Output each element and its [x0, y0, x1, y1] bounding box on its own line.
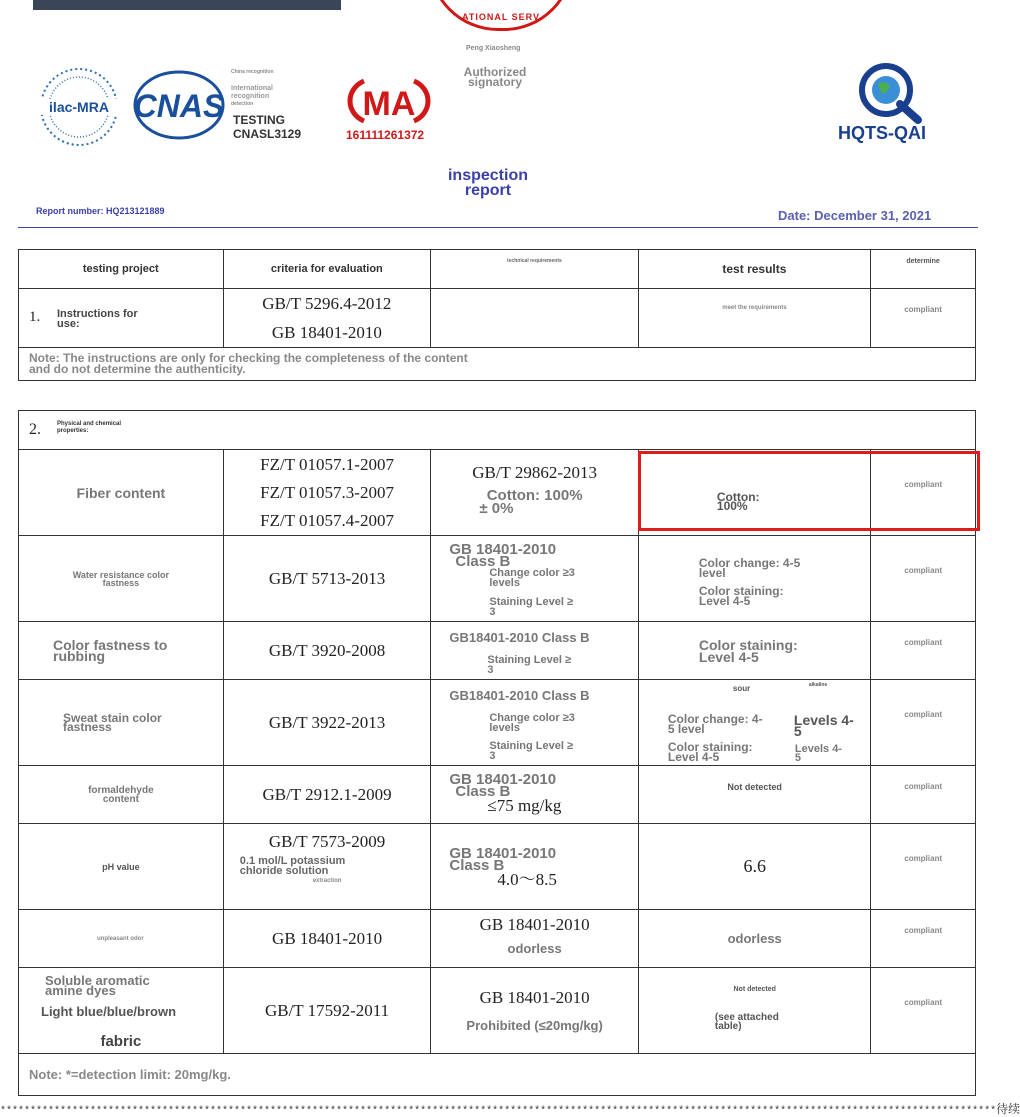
- cnas-caption-3: detection: [231, 101, 254, 107]
- header-test-results: test results: [722, 262, 787, 276]
- svg-text:CNAS: CNAS: [133, 88, 225, 124]
- determine-text: compliant: [904, 566, 943, 575]
- table-row: [19, 536, 976, 622]
- hqts-logo: [852, 62, 932, 126]
- item-fabric: fabric: [100, 1033, 142, 1050]
- result-levels-alkaline: Levels 4-5: [794, 743, 842, 764]
- determine-text: compliant: [904, 710, 943, 719]
- req-standard: GB 18401-2010: [449, 845, 557, 862]
- item-aromatic-amine: Soluble aromatic amine dyes: [45, 973, 150, 998]
- table-row: [19, 289, 976, 348]
- result-color-staining: Color staining: Level 4-5: [698, 636, 798, 665]
- criteria-line: GB/T 7573-2009: [268, 832, 386, 851]
- item-colors: Light blue/blue/brown: [41, 1004, 177, 1019]
- result-text: meet the requirements: [722, 305, 787, 311]
- result-text: Not detected: [727, 782, 782, 792]
- determine-text: compliant: [904, 638, 943, 647]
- continued-line: [0, 1100, 1020, 1117]
- result-cotton: Cotton: 100%: [716, 489, 760, 513]
- cnas-caption-2: International recognition: [231, 85, 274, 100]
- determine-text: compliant: [904, 305, 942, 314]
- req-tolerance: ± 0%: [479, 499, 514, 517]
- header-technical-requirements: technical requirements: [507, 258, 562, 264]
- criteria-line: GB/T 3922-2013: [268, 712, 386, 732]
- req-standard: GB 18401-2010: [449, 541, 557, 558]
- table-row: [19, 622, 976, 680]
- label-sour: sour: [732, 684, 751, 693]
- note-detection-limit: Note: *=detection limit: 20mg/kg.: [29, 1067, 231, 1082]
- row-item: Instructions for use:: [57, 308, 138, 330]
- signer-name: Peng Xiaosheng: [466, 45, 521, 52]
- item-ph: pH value: [102, 861, 140, 872]
- item-water-resistance: Water resistance color fastness: [72, 569, 169, 588]
- table-row: [19, 680, 976, 766]
- item-fiber-content: Fiber content: [76, 484, 166, 501]
- req-class: Class B: [449, 857, 505, 874]
- result-levels-sour: Levels 4-5: [793, 712, 854, 739]
- report-number: Report number: HQ213121889: [36, 206, 165, 216]
- req-standard: GB 18401-2010: [449, 771, 557, 788]
- report-title: inspection report: [447, 167, 528, 199]
- section-title: Physical and chemical properties:: [57, 421, 122, 434]
- criteria-note-extraction: extraction: [312, 878, 342, 884]
- result-color-staining: Color staining: Level 4-5: [667, 740, 753, 764]
- header-testing-project: testing project: [82, 263, 159, 275]
- req-standard: GB 18401-2010: [479, 915, 590, 934]
- req-class: Class B: [455, 553, 511, 570]
- ilac-mra-logo: [38, 66, 120, 148]
- cma-logo: [344, 75, 434, 127]
- req-cotton: Cotton: 100%: [486, 486, 583, 504]
- result-color-change: Color change: 4-5 level: [698, 556, 801, 580]
- criteria-line: FZ/T 01057.4-2007: [260, 510, 394, 530]
- authorized-signatory: Authorized signatory: [463, 65, 527, 89]
- determine-text: compliant: [904, 926, 943, 935]
- stamp-text: ATIONAL SERV: [461, 12, 540, 22]
- table-instructions: [18, 249, 976, 381]
- item-formaldehyde: formaldehyde content: [88, 784, 154, 805]
- req-prohibited: Prohibited (≤20mg/kg): [466, 1018, 603, 1033]
- req-class: Class B: [455, 783, 511, 800]
- determine-text: compliant: [904, 998, 943, 1007]
- official-stamp: [428, 0, 574, 31]
- star-divider: **********************************************************************************************************************************************************************: [0, 1106, 997, 1117]
- criteria-line: FZ/T 01057.3-2007: [260, 482, 394, 502]
- req-change-color: Change color ≥3 levels: [489, 712, 575, 734]
- cma-code: 161111261372: [346, 128, 425, 142]
- hqts-text: HQTS-QAI: [838, 123, 926, 143]
- table-row: [19, 968, 976, 1054]
- cnas-code: CNASL3129: [233, 127, 302, 141]
- result-color-change: Color change: 4-5 level: [667, 712, 763, 736]
- row-number: 1.: [29, 309, 41, 325]
- determine-text: compliant: [904, 480, 943, 489]
- table-row: [19, 766, 976, 824]
- criteria-line: GB/T 3920-2008: [268, 640, 386, 660]
- req-standard: GB18401-2010 Class B: [449, 688, 590, 703]
- criteria-line: GB 18401-2010: [272, 928, 383, 948]
- req-staining: Staining Level ≥ 3: [489, 596, 574, 618]
- table-row: [19, 910, 976, 968]
- criteria-line: GB/T 5713-2013: [268, 568, 386, 588]
- section-number: 2.: [29, 421, 41, 438]
- result-see-table: (see attached table): [714, 1012, 779, 1032]
- req-odorless: odorless: [507, 941, 562, 956]
- svg-text:ilac-MRA: ilac-MRA: [49, 99, 109, 115]
- result-ph: 6.6: [743, 856, 766, 876]
- determine-text: compliant: [904, 782, 943, 791]
- table-row: [19, 824, 976, 910]
- header-criteria: criteria for evaluation: [270, 263, 383, 275]
- req-standard: GB18401-2010 Class B: [449, 630, 590, 645]
- report-date: Date: December 31, 2021: [778, 208, 932, 223]
- svg-text:MA: MA: [362, 85, 416, 123]
- req-standard: GB 18401-2010: [479, 988, 590, 1007]
- item-odor: unpleasant odor: [97, 935, 144, 942]
- req-range: 4.0～8.5: [497, 870, 557, 889]
- item-sweat: Sweat stain color fastness: [63, 710, 162, 734]
- criteria-line: GB 18401-2010: [271, 323, 382, 342]
- req-staining: Staining Level ≥ 3: [487, 654, 572, 676]
- continued-label: 待续: [996, 1102, 1020, 1116]
- criteria-line: FZ/T 01057.1-2007: [260, 454, 394, 474]
- req-limit: ≤75 mg/kg: [487, 796, 562, 815]
- cnas-logo: [133, 70, 225, 140]
- result-color-staining: Color staining: Level 4-5: [698, 584, 784, 608]
- req-standard: GB/T 29862-2013: [472, 462, 598, 482]
- cnas-testing: TESTING: [233, 113, 286, 127]
- header-rule: [18, 227, 978, 228]
- req-staining: Staining Level ≥ 3: [489, 740, 574, 762]
- req-change-color: Change color ≥3 levels: [489, 567, 575, 589]
- criteria-line: GB/T 17592-2011: [264, 1000, 390, 1020]
- item-rubbing: Color fastness to rubbing: [53, 636, 168, 664]
- result-odorless: odorless: [727, 931, 782, 946]
- determine-text: compliant: [904, 854, 943, 863]
- cnas-caption-1: China recognition: [231, 69, 274, 75]
- criteria-line: GB/T 5296.4-2012: [262, 294, 392, 313]
- header-determine: determine: [906, 258, 940, 265]
- note-instructions: Note: The instructions are only for checking the completeness of the content and do not determine the authenticity.: [29, 351, 468, 376]
- photo-strip: [33, 0, 341, 10]
- criteria-note: 0.1 mol/L potassium chloride solution: [239, 855, 346, 877]
- criteria-line: GB/T 2912.1-2009: [262, 784, 392, 804]
- result-not-detected: Not detected: [733, 986, 776, 993]
- label-alkaline: alkaline: [808, 682, 828, 688]
- highlight-box: [638, 451, 980, 531]
